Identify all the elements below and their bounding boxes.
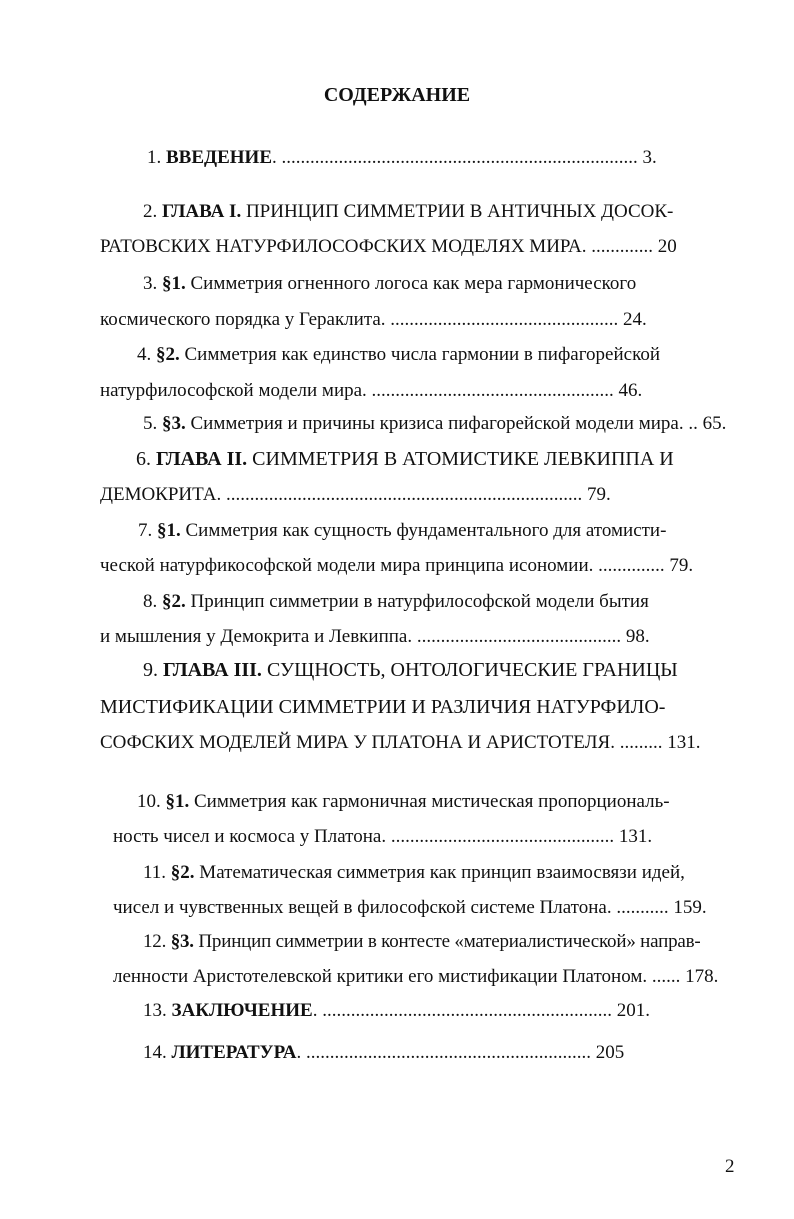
- entry-heading: §1.: [162, 273, 186, 294]
- entry-heading: ЛИТЕРАТУРА: [171, 1042, 297, 1063]
- entry-text: СИММЕТРИЯ В АТОМИСТИКЕ ЛЕВКИППА И: [247, 448, 674, 470]
- entry-number: 1.: [147, 147, 166, 168]
- toc-entry-chapter-3[interactable]: [143, 659, 678, 681]
- entry-number: 13.: [143, 1000, 172, 1021]
- toc-entry-literature[interactable]: [143, 1042, 624, 1064]
- entry-number: 2.: [143, 201, 162, 222]
- entry-number: 6.: [136, 448, 156, 470]
- entry-text: ПРИНЦИП СИММЕТРИИ В АНТИЧНЫХ ДОСОК-: [241, 201, 674, 222]
- entry-text: Симметрия и причины кризиса пифагорейской модели мира. .. 65.: [185, 413, 727, 434]
- toc-entry-ch2-sec1-cont: ческой натурфикософской модели мира принципа исономии. .............. 79.: [100, 555, 694, 576]
- entry-text: Симметрия как сущность фундаментального для атомисти-: [180, 520, 667, 541]
- entry-heading: §2.: [170, 862, 195, 883]
- entry-text: . ............................................................ 205: [296, 1042, 625, 1063]
- toc-entry-chapter-2-cont: ДЕМОКРИТА. ........................................................................... 79.: [100, 484, 611, 505]
- entry-heading: §3.: [170, 931, 194, 952]
- entry-heading: §2.: [156, 344, 180, 365]
- toc-entry-ch3-sec1-cont: ность чисел и космоса у Платона. ............................................... 131.: [113, 826, 653, 847]
- toc-entry-ch1-sec1-cont: космического порядка у Гераклита. ................................................ 24.: [100, 309, 647, 330]
- toc-entry-ch3-sec3-cont: ленности Аристотелевской критики его мистификации Платоном. ...... 178.: [113, 966, 719, 987]
- entry-heading: §2.: [162, 591, 186, 612]
- toc-entry-ch2-sec2[interactable]: [143, 591, 649, 613]
- toc-entry-ch2-sec2-cont: и мышления у Демокрита и Левкиппа. ........................................... 98.: [100, 626, 650, 647]
- entry-heading: §3.: [162, 413, 186, 434]
- entry-number: 5.: [143, 413, 162, 434]
- entry-number: 8.: [143, 591, 162, 612]
- entry-number: 7.: [138, 520, 157, 541]
- toc-entry-ch2-sec1[interactable]: [138, 520, 666, 542]
- toc-entry-chapter-1[interactable]: [143, 201, 673, 223]
- toc-entry-ch3-sec2[interactable]: [143, 862, 685, 884]
- entry-number: 10.: [137, 791, 166, 812]
- entry-heading: §1.: [157, 520, 181, 541]
- toc-entry-ch3-sec1[interactable]: [137, 791, 670, 813]
- entry-text: . ............................................................. 201.: [312, 1000, 650, 1021]
- entry-number: 11.: [143, 862, 171, 883]
- toc-entry-introduction[interactable]: [147, 147, 657, 169]
- entry-number: 14.: [143, 1042, 172, 1063]
- entry-heading: ГЛАВА III.: [163, 659, 262, 681]
- toc-entry-conclusion[interactable]: [143, 1000, 650, 1022]
- toc-entry-chapter-3-cont1: МИСТИФИКАЦИИ СИММЕТРИИ И РАЗЛИЧИЯ НАТУРФИЛО-: [100, 696, 666, 718]
- entry-heading: ВВЕДЕНИЕ: [166, 147, 272, 168]
- entry-text: СУЩНОСТЬ, ОНТОЛОГИЧЕСКИЕ ГРАНИЦЫ: [261, 659, 678, 681]
- toc-entry-chapter-1-cont: РАТОВСКИХ НАТУРФИЛОСОФСКИХ МОДЕЛЯХ МИРА. ............. 20: [100, 236, 677, 257]
- entry-number: 9.: [143, 659, 163, 681]
- toc-entry-chapter-3-cont2: СОФСКИХ МОДЕЛЕЙ МИРА У ПЛАТОНА И АРИСТОТЕЛЯ. ......... 131.: [100, 732, 701, 753]
- entry-text: Принцип симметрии в натурфилософской модели бытия: [185, 591, 649, 612]
- toc-entry-ch1-sec1[interactable]: [143, 273, 636, 295]
- entry-number: 3.: [143, 273, 162, 294]
- entry-text: . ........................................................................... 3.: [272, 147, 657, 168]
- entry-text: Принцип симметрии в контесте «материалистической» направ-: [193, 931, 701, 952]
- toc-entry-ch3-sec2-cont: чисел и чувственных вещей в философской системе Платона. ........... 159.: [113, 897, 707, 918]
- entry-heading: §1.: [165, 791, 190, 812]
- entry-number: 12.: [143, 931, 171, 952]
- toc-entry-ch1-sec2[interactable]: [137, 344, 660, 366]
- toc-entry-ch1-sec3[interactable]: [143, 413, 726, 435]
- entry-text: Математическая симметрия как принцип взаимосвязи идей,: [194, 862, 685, 883]
- entry-text: Симметрия как гармоничная мистическая пропорциональ-: [189, 791, 670, 812]
- entry-heading: ГЛАВА II.: [156, 448, 248, 470]
- toc-entry-ch1-sec2-cont: натурфилософской модели мира. ................................................... 46.: [100, 380, 643, 401]
- entry-heading: ЗАКЛЮЧЕНИЕ: [171, 1000, 313, 1021]
- entry-number: 4.: [137, 344, 156, 365]
- toc-entry-ch3-sec3[interactable]: [143, 931, 701, 953]
- toc-entry-chapter-2[interactable]: [136, 448, 674, 470]
- entry-heading: ГЛАВА I.: [162, 201, 242, 222]
- entry-text: Симметрия огненного логоса как мера гармонического: [185, 273, 637, 294]
- entry-text: Симметрия как единство числа гармонии в пифагорейской: [179, 344, 661, 365]
- page-number: 2: [725, 1156, 735, 1177]
- page-title: СОДЕРЖАНИЕ: [323, 84, 471, 106]
